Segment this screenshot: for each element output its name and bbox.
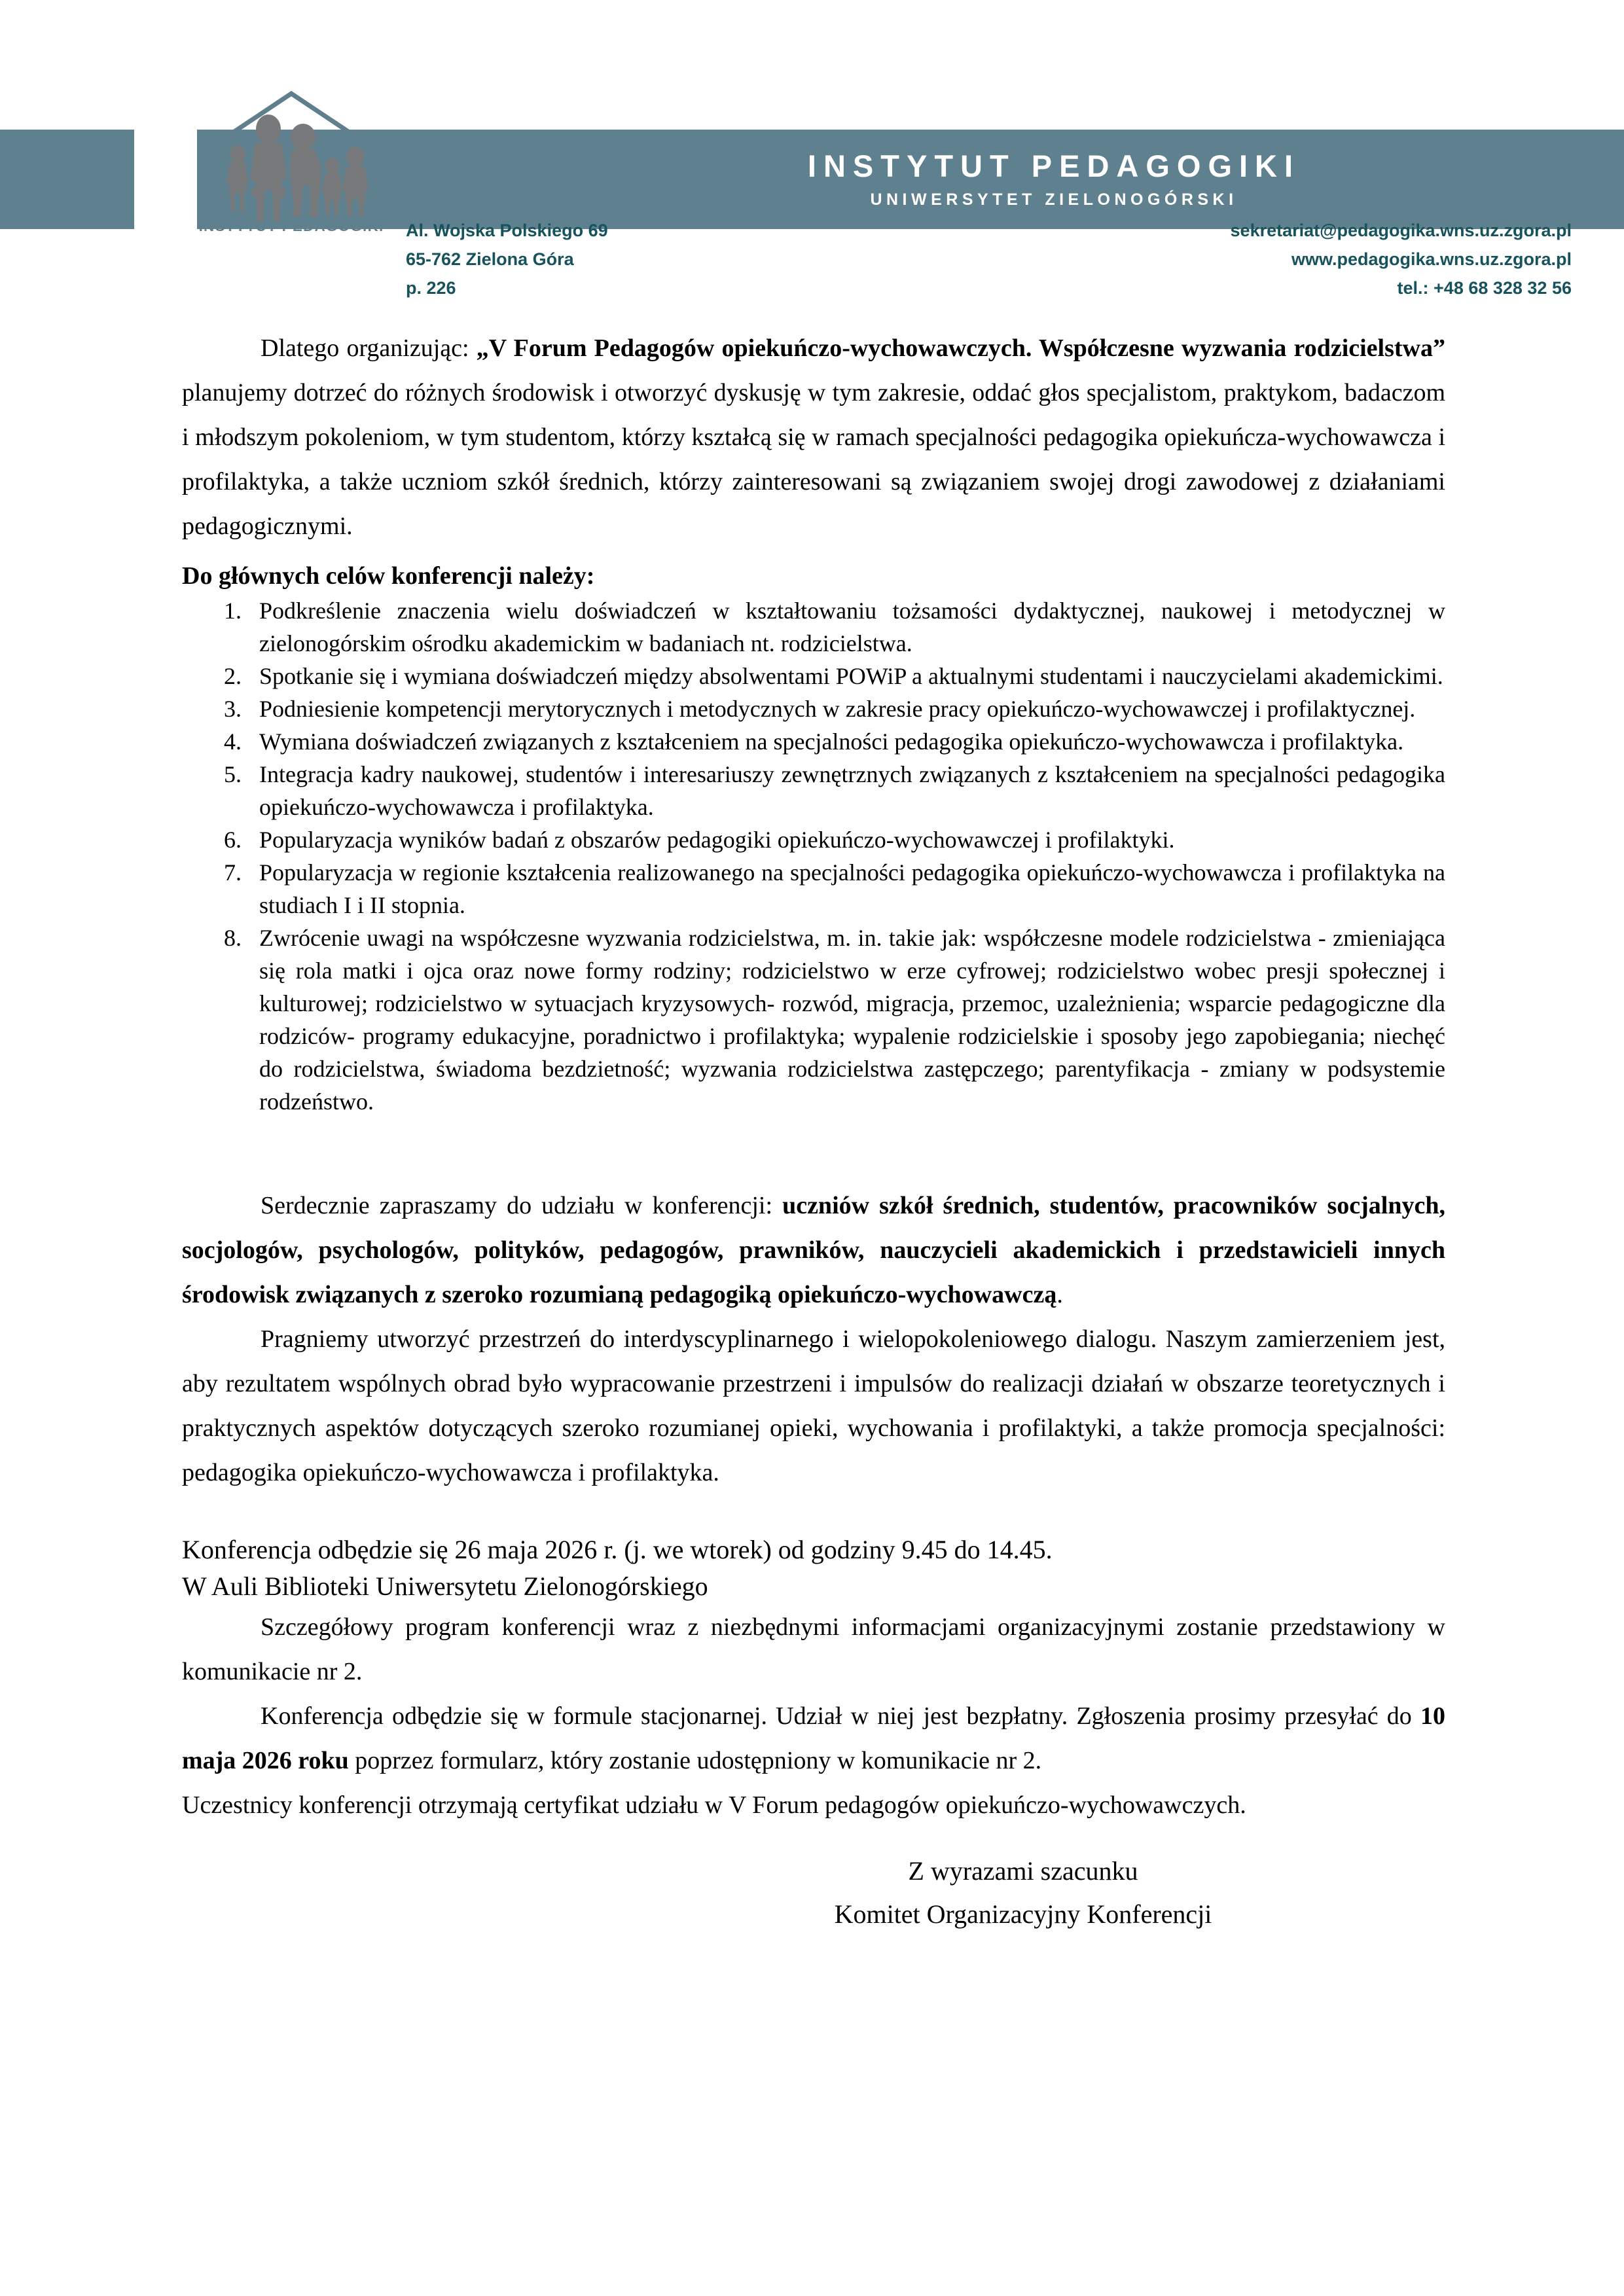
address-room: p. 226 — [406, 278, 456, 298]
signature-regards: Z wyrazami szacunku — [908, 1856, 1138, 1886]
document-body — [182, 326, 1445, 1936]
contact-address — [406, 216, 608, 302]
list-item: 5. Integracja kadry naukowej, studentów i interesariuszy zewnętrznych związanych z kształceniem na specjalności pedagogika opiekuńczo-wychowawcza i profilaktyka. — [247, 758, 1445, 823]
list-item: 7. Popularyzacja w regionie kształcenia realizowanego na specjalności pedagogika opiekuńczo-wychowawcza i profilaktyka na studiach I i II stopnia. — [247, 856, 1445, 922]
aims-paragraph: Pragniemy utworzyć przestrzeń do interdyscyplinarnego i wielopokoleniowego dialogu. Naszym zamierzeniem jest, aby rezultatem wspólnych obrad było wypracowanie przestrzeni i impulsów do realizacji działań w obszarze teoretycznych i praktycznych aspektów dotyczących szeroko rozumianej opieki, wychowania i profilaktyki, a także promocja specjalności: pedagogika opiekuńczo-wychowawcza i profilaktyka. — [182, 1325, 1445, 1486]
intro-rest: planujemy dotrzeć do różnych środowisk i otworzyć dyskusję w tym zakresie, oddać głos specjalistom, praktykom, badaczom i młodszym pokoleniom, w tym studentom, którzy kształcą się w ramach specjalności pedagogika opiekuńcza-wychowawcza i profilaktyka, a także uczniom szkół średnich, którzy zainteresowani są związaniem swojej drogi zawodowej z działaniami pedagogicznymi. — [182, 379, 1445, 540]
header-title-block — [563, 130, 1545, 229]
program-paragraph: Szczegółowy program konferencji wraz z niezbędnymi informacjami organizacyjnymi zostanie przedstawiony w komunikacie nr 2. — [182, 1613, 1445, 1685]
logo-caption: INSTYTUT PEDAGOGIKI — [198, 218, 384, 234]
contact-email[interactable]: sekretariat@pedagogika.wns.uz.zgora.pl — [1230, 221, 1572, 240]
address-city: 65-762 Zielona Góra — [406, 249, 574, 269]
list-item: 1. Podkreślenie znaczenia wielu doświadczeń w kształtowaniu tożsamości dydaktycznej, naukowej i metodycznej w zielonogórskim ośrodku akademickim w badaniach nt. rodzicielstwa. — [247, 594, 1445, 660]
document-header — [0, 0, 1624, 327]
contact-block — [0, 216, 1624, 308]
conference-venue-line: W Auli Biblioteki Uniwersytetu Zielonogórskiego — [182, 1571, 708, 1601]
list-item: 6. Popularyzacja wyników badań z obszarów pedagogiki opiekuńczo-wychowawczej i profilaktyki. — [247, 823, 1445, 856]
conference-date-block — [182, 1532, 1445, 1605]
forum-title: „V Forum Pedagogów opiekuńczo-wychowawczych. Współczesne wyzwania rodzicielstwa” — [476, 334, 1445, 362]
list-item: 2. Spotkanie się i wymiana doświadczeń między absolwentami POWiP a aktualnymi studentami i nauczycielami akademickimi. — [247, 660, 1445, 692]
intro-lead: Dlatego organizując: — [261, 334, 477, 362]
invitation-audience: uczniów szkół średnich, studentów, pracowników socjalnych, socjologów, psychologów, polityków, pedagogów, prawników, nauczycieli akademickich i przedstawicieli innych środowisk związanych z szeroko rozumianą pedagogiką opiekuńczo-wychowawczą — [182, 1192, 1445, 1308]
list-item: 4. Wymiana doświadczeń związanych z kształceniem na specjalności pedagogika opiekuńczo-wychowawcza i profilaktyka. — [247, 725, 1445, 758]
contact-details — [1231, 216, 1572, 302]
registration-part2: poprzez formularz, który zostanie udostępniony w komunikacie nr 2. — [348, 1747, 1042, 1774]
invitation-lead: Serdecznie zapraszamy do udziału w konferencji: — [261, 1192, 783, 1219]
organization-subtitle: UNIWERSYTET ZIELONOGÓRSKI — [870, 190, 1238, 209]
organization-title: INSTYTUT PEDAGOGIKI — [807, 149, 1301, 183]
goals-heading: Do głównych celów konferencji należy: — [182, 562, 595, 590]
goals-list — [182, 594, 1445, 1118]
signature-committee: Komitet Organizacyjny Konferencji — [834, 1899, 1212, 1929]
registration-paragraph — [182, 1694, 1445, 1783]
invitation-tail: . — [1056, 1281, 1063, 1308]
intro-paragraph — [182, 326, 1445, 548]
list-item: 8. Zwrócenie uwagi na współczesne wyzwania rodzicielstwa, m. in. takie jak: współczesne modele rodzicielstwa - zmieniająca się rola matki i ojca oraz nowe formy rodziny; rodzicielstwo w erze cyfrowej; rodzicielstwo wobec presji społecznej i kulturowej; rodzicielstwo w sytuacjach kryzysowych- rozwód, migracja, przemoc, uzależnienia; wsparcie pedagogiczne dla rodziców- programy edukacyjne, poradnictwo i profilaktyka; wypalenie rodzicielskie i sposoby jego zapobiegania; niechęć do rodzicielstwa, świadoma bezdzietność; wyzwania rodzicielstwa zastępczego; parentyfikacja - zmiany w podsystemie rodzeństwo. — [247, 922, 1445, 1118]
registration-deadline: 10 maja 2026 roku — [182, 1702, 1445, 1774]
registration-part1: Konferencja odbędzie się w formule stacjonarnej. Udział w niej jest bezpłatny. Zgłoszenia prosimy przesyłać do — [261, 1702, 1420, 1730]
contact-phone: tel.: +48 68 328 32 56 — [1397, 278, 1572, 298]
spacer — [182, 1118, 1445, 1183]
signature-block — [182, 1850, 1445, 1936]
conference-date-line: Konferencja odbędzie się 26 maja 2026 r. (j. we wtorek) od godziny 9.45 do 14.45. — [182, 1535, 1053, 1564]
contact-website[interactable]: www.pedagogika.wns.uz.zgora.pl — [1291, 249, 1572, 269]
invitation-paragraph — [182, 1183, 1445, 1317]
spacer — [182, 1495, 1445, 1532]
header-band-notch — [134, 130, 197, 229]
list-item: 3. Podniesienie kompetencji merytorycznych i metodycznych w zakresie pracy opiekuńczo-wychowawczej i profilaktycznej. — [247, 692, 1445, 725]
address-street: Al. Wojska Polskiego 69 — [406, 221, 608, 240]
certificate-paragraph: Uczestnicy konferencji otrzymają certyfikat udziału w V Forum pedagogów opiekuńczo-wychowawczych. — [182, 1791, 1246, 1819]
